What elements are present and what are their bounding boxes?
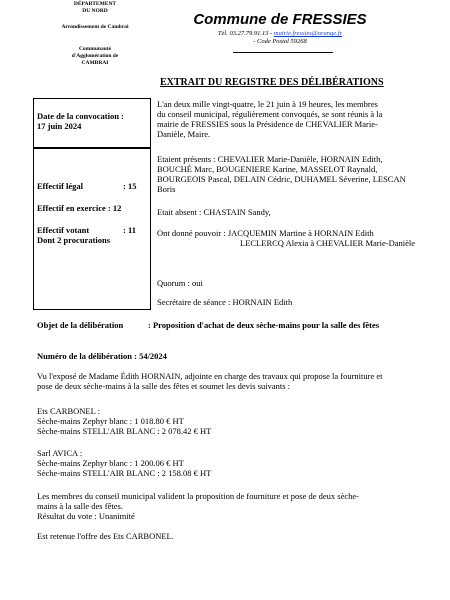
intro-paragraph bbox=[157, 99, 427, 139]
effectif-legal-row bbox=[37, 181, 147, 191]
convocation-date: 17 juin 2024 bbox=[37, 121, 82, 131]
effectif-legal-label: Effectif légal bbox=[37, 181, 84, 191]
document-title: EXTRAIT DU REGISTRE DES DÉLIBÉRATIONS bbox=[160, 77, 384, 88]
communaute-line-3: CAMBRAI bbox=[81, 60, 109, 66]
quote-line: Sarl AVICA : bbox=[37, 448, 83, 458]
presents-line: Etaient présents : CHEVALIER Marie-Danièle, HORNAIN Edith, bbox=[157, 154, 383, 164]
communaute-label bbox=[45, 46, 145, 67]
commune-title: Commune de FRESSIES bbox=[193, 11, 367, 28]
convocation-label: Date de la convocation : bbox=[37, 111, 124, 121]
effectif-votant-value: : 11 bbox=[123, 225, 136, 235]
secretaire-line: Secrétaire de séance : HORNAIN Edith bbox=[157, 297, 293, 307]
quote-line: Ets CARBONEL : bbox=[37, 406, 100, 416]
carbonel-quote bbox=[37, 406, 211, 436]
objet-value: : Proposition d'achat de deux sèche-mains pour la salle des fêtes bbox=[148, 320, 380, 330]
quote-line: Sèche-mains STELL'AIR BLANC : 2 158.08 € HT bbox=[37, 468, 212, 478]
deliberation-number: Numéro de la délibération : 54/2024 bbox=[37, 351, 167, 361]
tel-text: Tél. 03.27.79.91.13 - bbox=[217, 30, 274, 37]
effectif-legal-value: : 15 bbox=[123, 181, 137, 191]
convocation-box bbox=[33, 98, 151, 148]
effectif-box bbox=[33, 148, 151, 310]
communaute-line-1: Communauté bbox=[78, 46, 112, 52]
expose-line: Vu l'exposé de Madame Édith HORNAIN, adjointe en charge des travaux qui propose la fourniture et bbox=[37, 371, 383, 381]
email-link[interactable]: mairie.fressies@orange.fr bbox=[273, 30, 343, 37]
postal-code: - Code Postal 59268 bbox=[253, 38, 307, 45]
quote-line: Sèche-mains Zephyr blanc : 1 200.06 € HT bbox=[37, 458, 184, 468]
effectif-votant-label: Effectif votant bbox=[37, 225, 90, 235]
vote-result: Résultat du vote : Unanimité bbox=[37, 511, 135, 521]
pouvoir-paragraph bbox=[157, 228, 427, 248]
objet-label: Objet de la délibération bbox=[37, 320, 124, 330]
presents-paragraph bbox=[157, 154, 427, 194]
tel-email-line bbox=[180, 30, 380, 38]
presents-line: BOUCHÉ Marc, BOUGENIERE Karine, MASSELOT Raynald, bbox=[157, 164, 378, 174]
arrondissement-label: Arrondissement de Cambrai bbox=[61, 24, 129, 30]
decision-paragraph bbox=[37, 491, 437, 521]
absent-line: Etait absent : CHASTAIN Sandy, bbox=[157, 207, 271, 217]
pouvoir-line: Ont donné pouvoir : JACQUEMIN Martine à HORNAIN Edith bbox=[157, 228, 374, 238]
intro-line: du conseil municipal, régulièrement convoqués, se sont réunis à la bbox=[157, 109, 383, 119]
intro-line: Danièle, Maire. bbox=[157, 129, 211, 139]
expose-line: pose de deux sèche-mains à la salle des fêtes et soumet les devis suivants : bbox=[37, 381, 291, 391]
contact-info bbox=[180, 30, 380, 46]
intro-line: L'an deux mille vingt-quatre, le 21 juin à 19 heures, les membres bbox=[157, 99, 378, 109]
presents-line: Boris bbox=[157, 184, 176, 194]
intro-line: mairie de FRESSIES sous la Présidence de CHEVALIER Marie- bbox=[157, 119, 378, 129]
decision-line: mains à la salle des fêtes. bbox=[37, 501, 123, 511]
communaute-line-2: d'Agglomération de bbox=[71, 53, 119, 59]
avica-quote bbox=[37, 448, 211, 478]
dept-line-1: DÉPARTEMENT bbox=[73, 1, 117, 7]
retained-offer: Est retenue l'offre des Ets CARBONEL. bbox=[37, 531, 174, 541]
dept-line-2: DU NORD bbox=[82, 8, 108, 14]
expose-paragraph bbox=[37, 371, 437, 391]
procurations: Dont 2 procurations bbox=[37, 235, 111, 245]
presents-line: BOURGEOIS Pascal, DELAIN Cédric, DUHAMEL Séverine, LESCAN bbox=[157, 174, 406, 184]
quote-line: Sèche-mains STELL'AIR BLANC : 2 078.42 € HT bbox=[37, 426, 212, 436]
pouvoir-line: LECLERCQ Alexia à CHEVALIER Marie-Danièle bbox=[240, 238, 415, 248]
decision-line: Les membres du conseil municipal valident la proposition de fourniture et pose de deux sèche- bbox=[37, 491, 359, 501]
effectif-exercice: Effectif en exercice : 12 bbox=[37, 203, 122, 213]
header-divider bbox=[233, 52, 333, 53]
quote-line: Sèche-mains Zephyr blanc : 1 018.80 € HT bbox=[37, 416, 184, 426]
department-label bbox=[55, 1, 135, 15]
effectif-votant-row bbox=[37, 225, 147, 235]
quorum-line: Quorum : oui bbox=[157, 278, 203, 288]
